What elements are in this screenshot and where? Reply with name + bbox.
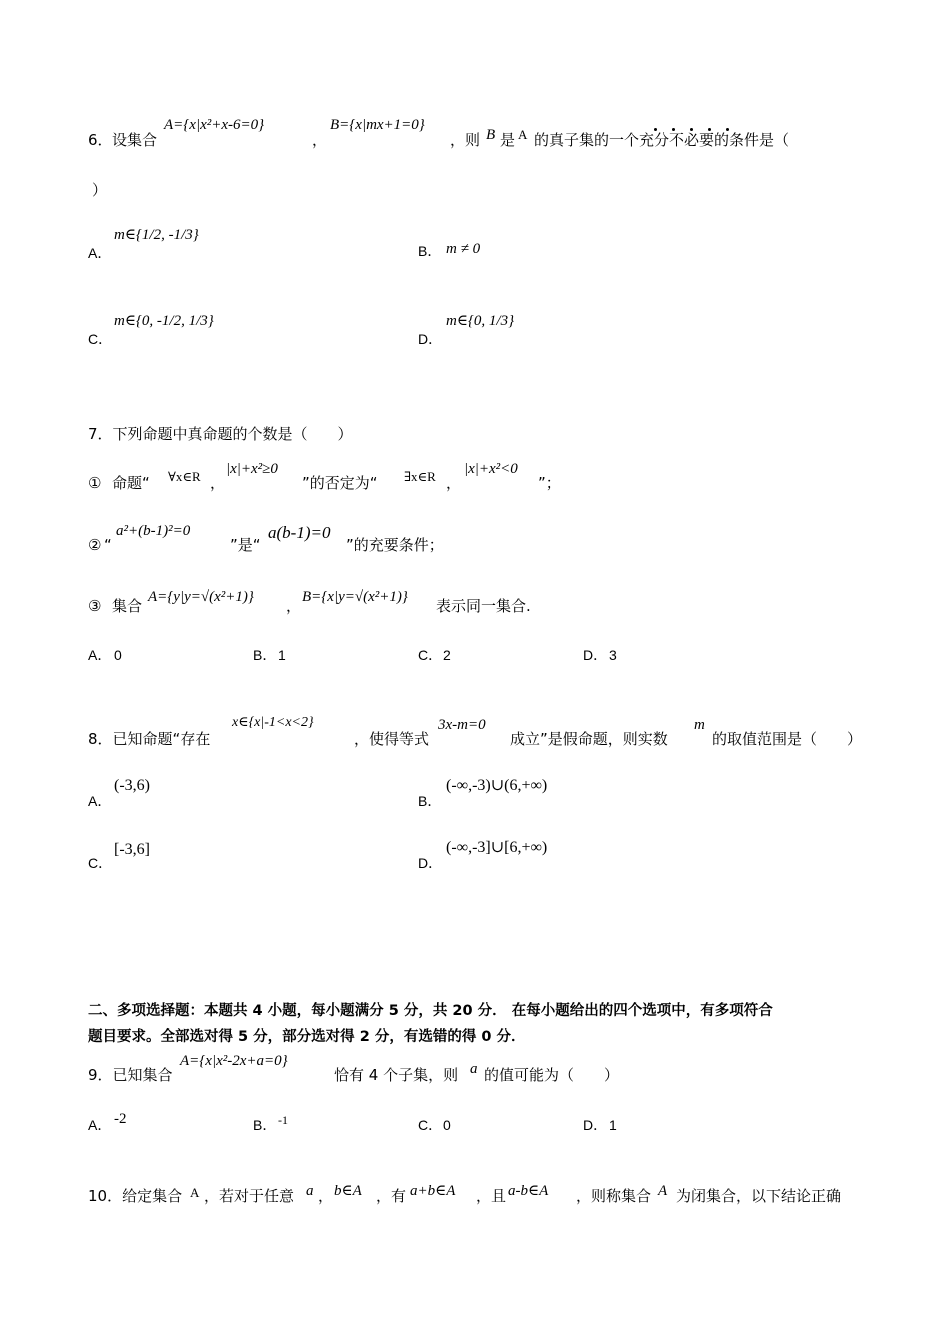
q7-option-b-label: B． [253,647,277,663]
q8-middle: ，使得等式 [354,730,430,748]
q10-comma: ， [318,1187,334,1205]
q7-s1-expr-2: |x|+x²<0 [464,461,518,477]
q7-statement-1-number: ① [88,474,102,492]
q6-set-a [164,118,264,133]
q6-var-b: B [486,127,496,143]
q9-option-b-math: -1 [278,1113,288,1127]
q10-diff: a-b∈A [508,1183,549,1199]
q6-option-a-label: A． [88,245,112,261]
q6-cond1: ，则 [450,131,481,149]
q10-sum: a+b∈A [410,1183,456,1199]
q9-var-a: a [470,1061,478,1077]
q9-option-c-text: 0 [443,1117,451,1133]
q8-option-d-math: (-∞,-3]∪[6,+∞) [446,839,548,856]
q8-middle-2: 成立”是假命题，则实数 [510,730,668,748]
q6-option-d-label: D． [418,331,443,347]
q9-middle: 恰有 4 个子集，则 [334,1066,459,1084]
q10-b-in-a: b∈A [334,1183,362,1199]
q9-option-a-math: -2 [114,1111,127,1127]
q7-s3-set-a: A={y|y=√(x²+1)} [148,589,254,605]
q10-lead: 10．给定集合 [88,1187,183,1205]
q7-s1-expr: |x|+x²≥0 [226,461,278,477]
section-2-line-2: 题目要求。全部选对得 5 分，部分选对得 2 分，有选错的得 0 分． [88,1029,526,1045]
q6-comma: ， [312,131,328,149]
q7-s1-comma-2: ， [446,474,462,492]
q7-s1-comma: ， [210,474,226,492]
q6-option-b-math: m ≠ 0 [446,241,481,257]
q8-option-d-label: D． [418,855,443,871]
q9-end: 的值可能为（ ） [484,1066,620,1084]
q8-var-m: m [694,717,705,733]
q7-option-d-label: D． [583,647,608,663]
q7-s2-expr-1: a²+(b-1)²=0 [116,523,191,539]
q6-option-a-math: m∈{1/2, -1/3} [114,227,199,243]
q6-option-c-math: m∈{0, -1/2, 1/3} [114,313,214,329]
q7-s1-end: ”； [538,474,561,492]
q7-s2-is: ”是“ [230,536,261,554]
q10-middle-2: ，有 [376,1187,407,1205]
q6-cond2: 是 [500,131,516,149]
q8-option-a-label: A． [88,793,112,809]
q7-option-a-text: 0 [114,647,122,663]
q7-s2-open-quote: “ [104,536,112,554]
q9-option-d-text: 1 [609,1117,617,1133]
q10-var-a-lower: a [306,1183,314,1199]
q8-end: 的取值范围是（ ） [712,730,863,748]
q6-option-b-label: B． [418,243,442,259]
q10-middle-4: ，则称集合 [576,1187,652,1205]
q8-option-b-label: B． [418,793,442,809]
q8-option-a-math: (-3,6) [114,777,150,794]
q10-var-a: A [190,1185,200,1200]
q7-stem: 7．下列命题中真命题的个数是（ ） [88,425,353,443]
q10-end: 为闭集合，以下结论正确 [676,1187,842,1205]
q10-middle-3: ，且 [476,1187,507,1205]
q8-option-b-math: (-∞,-3)∪(6,+∞) [446,777,548,794]
q7-option-b-text: 1 [278,647,286,663]
q7-s3-set-b: B={x|y=√(x²+1)} [302,589,408,605]
q7-s2-end: ”的充要条件； [346,536,444,554]
q9-option-c-label: C． [418,1117,443,1133]
q6-var-a: A [518,127,528,142]
q7-statement-3-number: ③ [88,597,102,615]
q6-set-a-text: A={x|x²+x-6=0} [164,117,265,133]
q8-equation: 3x-m=0 [438,717,486,733]
q7-option-d-text: 3 [609,647,617,663]
q7-s1-forall: ∀x∈R [168,469,201,484]
q9-lead: 9．已知集合 [88,1066,173,1084]
q8-option-c-label: C． [88,855,113,871]
q7-option-c-label: C． [418,647,443,663]
q10-middle-1: ，若对于任意 [204,1187,295,1205]
q7-s3-a: 集合 [112,597,143,615]
q8-domain: x∈{x|-1<x<2} [232,715,314,730]
q9-option-b-label: B． [253,1117,277,1133]
q9-option-d-label: D． [583,1117,608,1133]
section-2-line-1: 二、多项选择题：本题共 4 小题，每小题满分 5 分，共 20 分． 在每小题给出的四个选项中，有多项符合 [88,1003,773,1019]
q7-s1-negation-text: ”的否定为“ [302,474,378,492]
q6-option-c-label: C． [88,331,113,347]
q6-cond3: 的真子集的一个充分不必要的条件是（ [534,131,790,149]
q10-var-a-2: A [658,1183,668,1199]
q7-s3-comma: ， [286,597,302,615]
q6-number: 6． [88,131,113,149]
q6-lead: 设集合 [112,131,158,149]
q6-close-paren: ） [92,181,108,199]
q8-lead: 8．已知命题“存在 [88,730,211,748]
q7-statement-2-number: ② [88,536,102,554]
q9-set-a: A={x|x²-2x+a=0} [180,1053,288,1069]
q7-s2-expr-2: a(b-1)=0 [268,523,331,542]
q8-option-c-math: [-3,6] [114,841,150,858]
q6-set-b: B={x|mx+1=0} [330,117,425,133]
q7-option-c-text: 2 [443,647,451,663]
q7-s3-end: 表示同一集合. [436,597,531,615]
q9-option-a-label: A． [88,1117,112,1133]
q7-s1-exists: ∃x∈R [404,469,436,484]
q7-option-a-label: A． [88,647,112,663]
q6-option-d-math: m∈{0, 1/3} [446,313,515,329]
q7-s1-a: 命题“ [112,474,150,492]
